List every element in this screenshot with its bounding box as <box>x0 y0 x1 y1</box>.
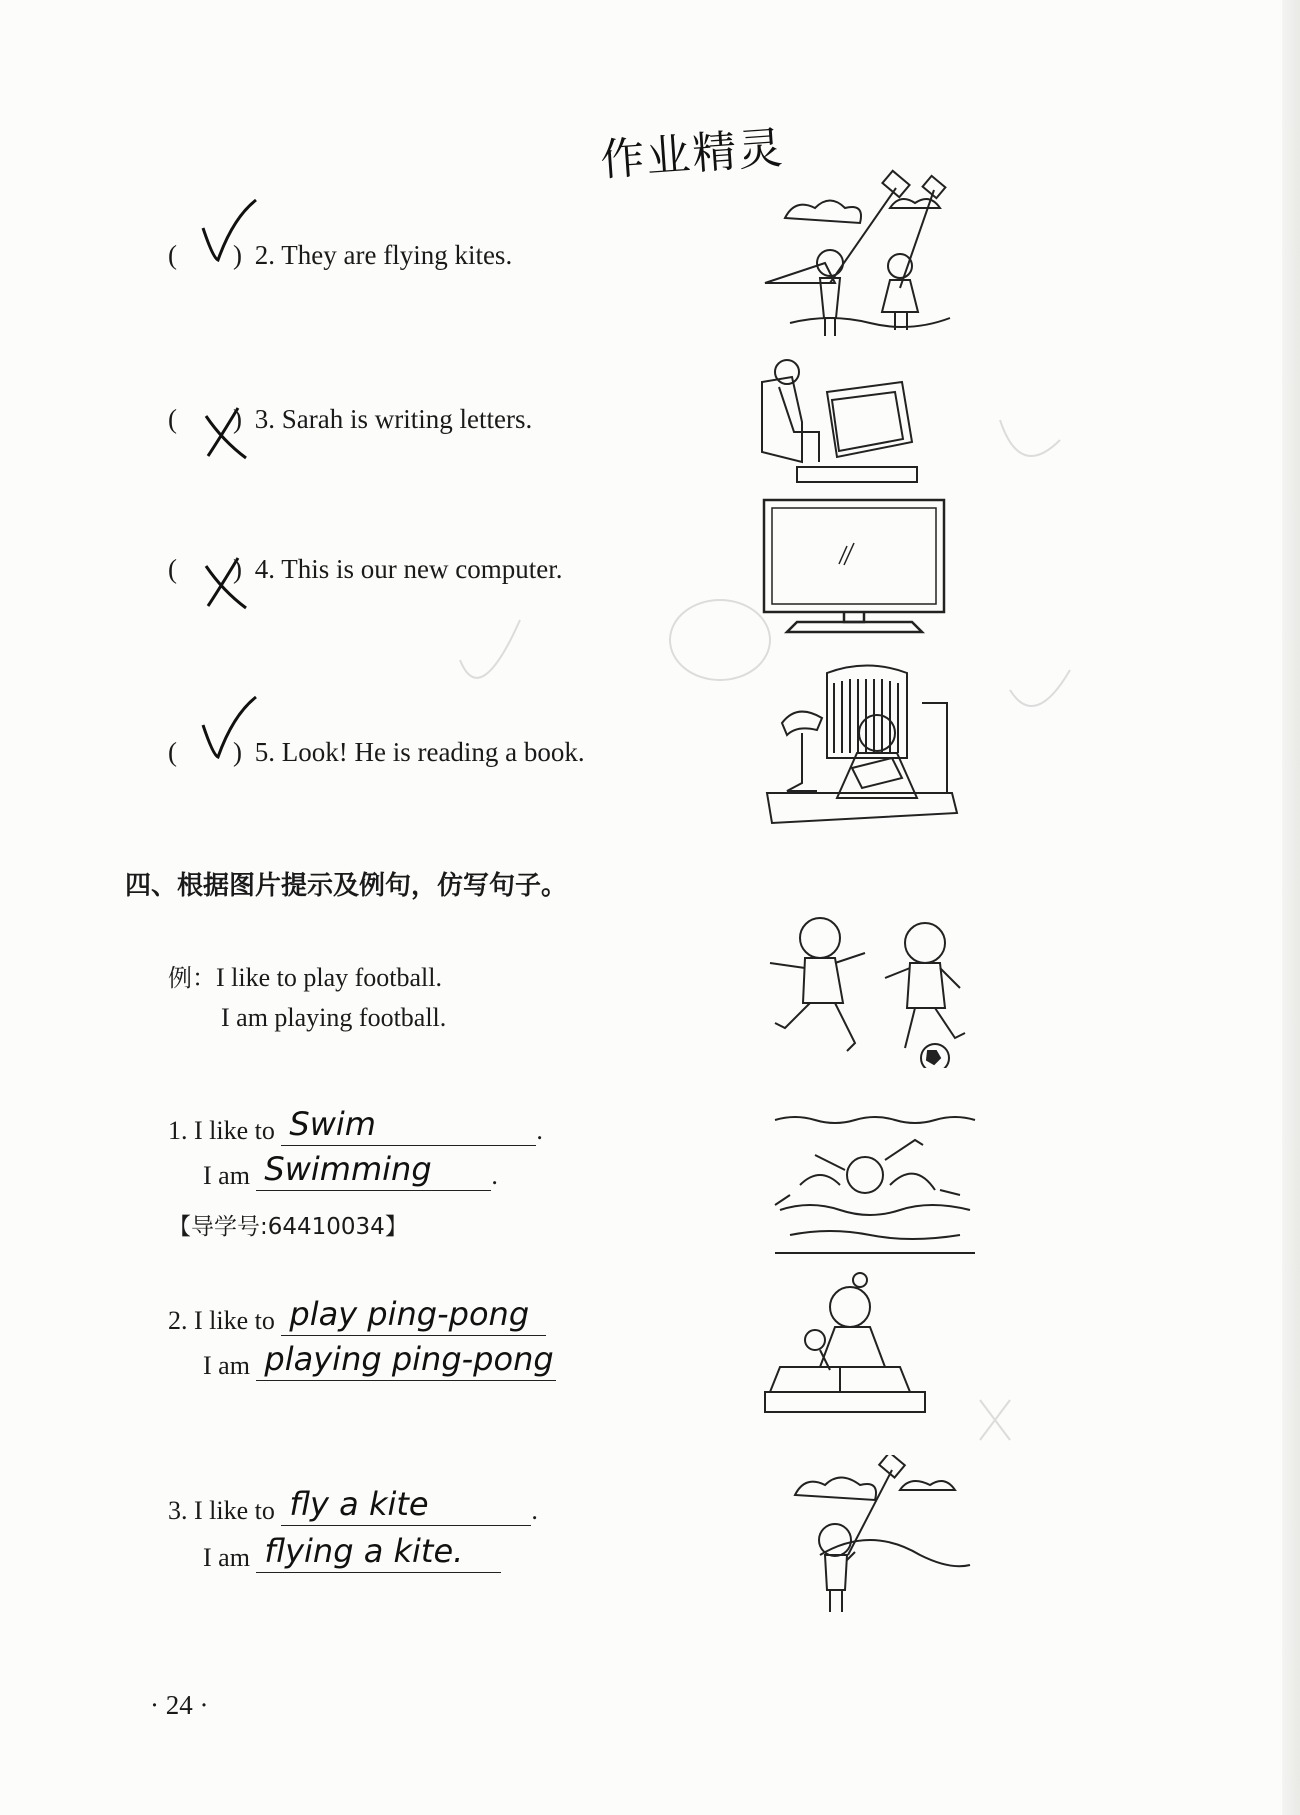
answer-blank <box>281 1485 531 1526</box>
answer-line-like: 3. I like to fly a kite . <box>168 1485 538 1525</box>
man-reading-book-picture <box>762 663 962 828</box>
am-prefix: I am <box>203 1543 250 1572</box>
item-sentence: This is our new computer. <box>281 554 563 584</box>
item-number: 2. <box>254 240 275 270</box>
answer-blank <box>281 1105 536 1146</box>
item-number: 1. <box>168 1116 188 1145</box>
title-stamp: 作业精灵 <box>598 122 786 187</box>
am-prefix: I am <box>203 1351 250 1380</box>
check-mark-icon <box>198 198 258 268</box>
item-number: 3. <box>168 1496 188 1525</box>
am-prefix: I am <box>203 1161 250 1190</box>
girl-playing-ping-pong-picture <box>760 1272 930 1417</box>
item-number: 2. <box>168 1306 188 1335</box>
example-sentence-1: I like to play football. <box>216 963 443 992</box>
item-sentence: They are flying kites. <box>281 240 513 270</box>
answer-line-like <box>168 1295 546 1336</box>
like-prefix: I like to <box>194 1496 275 1525</box>
item-sentence: Sarah is writing letters. <box>281 404 533 434</box>
example-prefix: 例： <box>168 964 216 992</box>
item-number: 5. <box>254 737 275 767</box>
answer-blank <box>281 1295 546 1336</box>
section-heading: 四、根据图片提示及例句，仿写句子。 <box>125 871 568 901</box>
exercise-item <box>168 240 512 271</box>
answer-paren: ( ) <box>168 240 248 271</box>
cross-mark-icon <box>198 546 258 616</box>
item-sentence: Look! He is reading a book. <box>281 737 585 767</box>
handwritten-answer: play ping-pong <box>289 1295 530 1333</box>
handwritten-answer: playing ping-pong <box>264 1340 554 1378</box>
answer-line-like: 1. I like to Swim . <box>168 1105 543 1145</box>
answer-line-am <box>203 1532 501 1573</box>
example-line-2: I am playing football. <box>221 1003 447 1032</box>
answer-paren: ( ) <box>168 554 248 585</box>
answer-blank <box>256 1340 556 1381</box>
boy-swimming-picture <box>770 1115 985 1255</box>
answer-paren: ( ) <box>168 404 248 435</box>
computer-monitor-picture <box>762 498 947 636</box>
page-number: · 24 · <box>150 1690 209 1720</box>
example-line-1 <box>168 958 442 993</box>
answer-paren: ( ) <box>168 737 248 768</box>
exercise-item <box>168 554 562 585</box>
girl-watching-tv-picture <box>757 352 937 487</box>
handwritten-answer: Swimming <box>264 1150 432 1188</box>
handwritten-answer: Swim <box>289 1105 376 1143</box>
answer-blank <box>256 1532 501 1573</box>
kids-flying-kites-picture <box>760 168 980 338</box>
handwritten-answer: fly a kite <box>289 1485 429 1523</box>
boy-flying-kite-picture <box>790 1455 980 1620</box>
like-prefix: I like to <box>194 1116 275 1145</box>
exercise-item <box>168 737 585 768</box>
like-prefix: I like to <box>194 1306 275 1335</box>
item-number: 3. <box>254 404 275 434</box>
cross-mark-icon <box>198 396 258 466</box>
answer-line-am <box>203 1340 556 1381</box>
boys-playing-football-picture <box>760 908 990 1068</box>
item-number: 4. <box>254 554 275 584</box>
handwritten-answer: flying a kite. <box>264 1532 464 1570</box>
check-mark-icon <box>198 695 258 765</box>
exercise-item <box>168 404 532 435</box>
answer-blank <box>256 1150 491 1191</box>
answer-line-am: I am Swimming . <box>203 1150 498 1190</box>
guide-number: 【导学号:64410034】 <box>168 1214 408 1240</box>
